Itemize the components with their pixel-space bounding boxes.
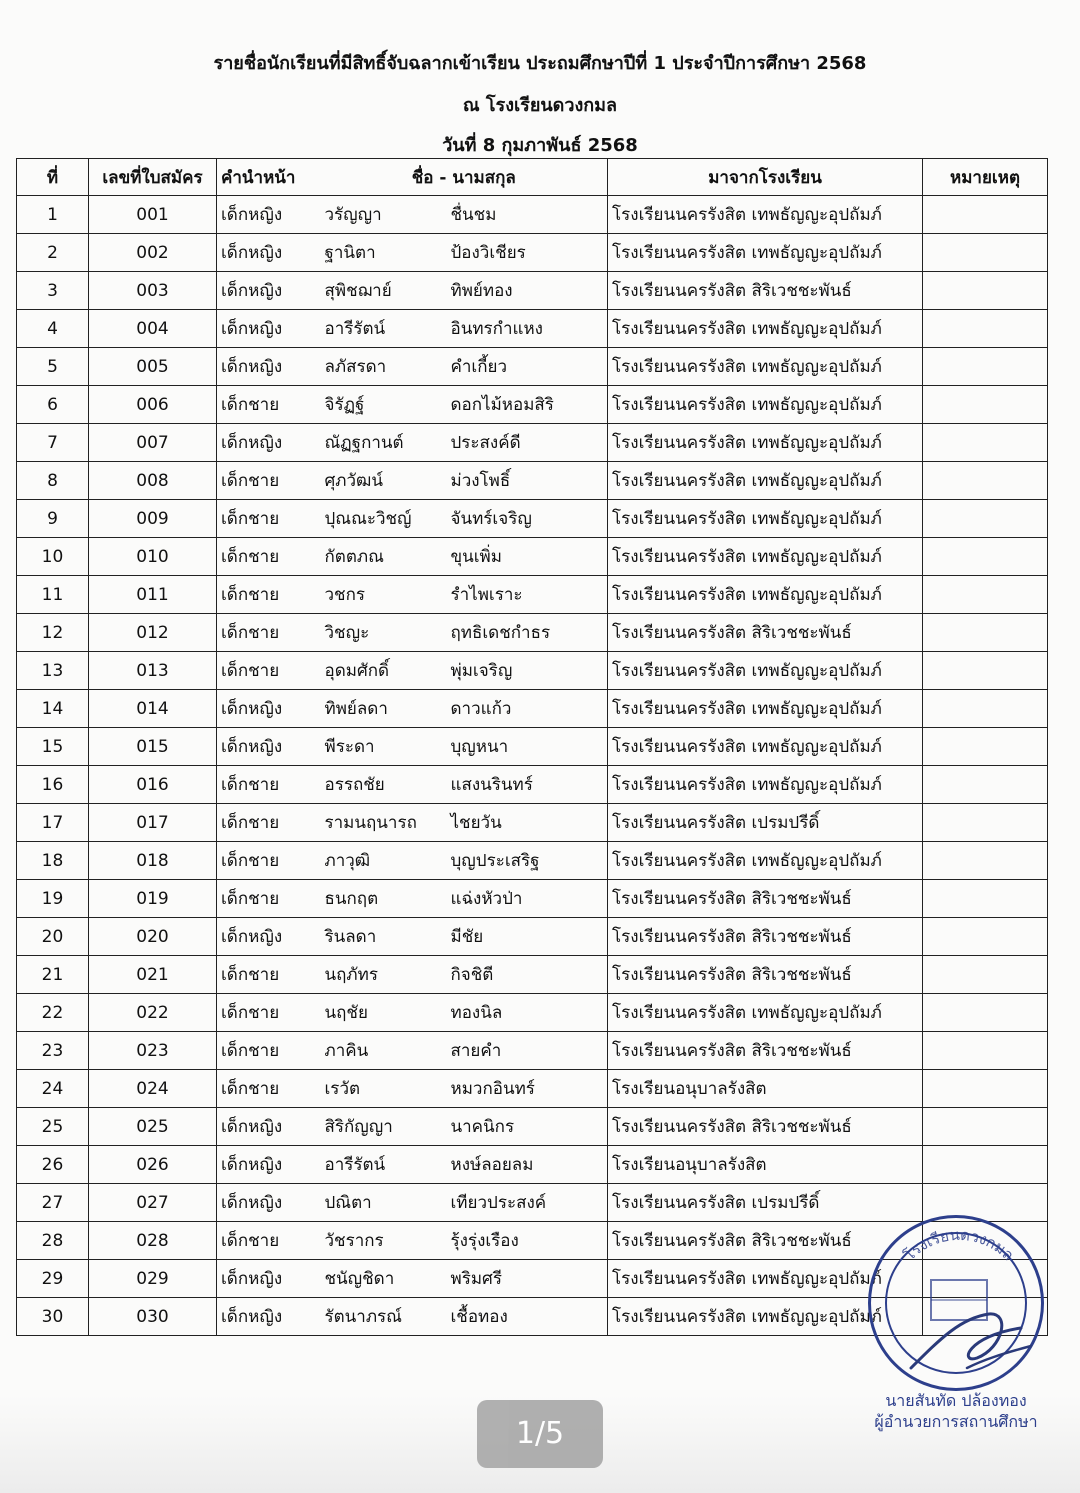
student-roster-table (16, 158, 1048, 1336)
cell-app-no: 004 (89, 310, 217, 348)
cell-last-name: ดาวแก้ว (447, 690, 608, 728)
cell-school: โรงเรียนนครรังสิต เปรมปรีดิ์ (608, 804, 923, 842)
cell-no: 12 (17, 614, 89, 652)
table-row (17, 576, 1048, 614)
table-row (17, 804, 1048, 842)
cell-school: โรงเรียนนครรังสิต เทพธัญญะอุปถัมภ์ (608, 196, 923, 234)
cell-note (923, 652, 1048, 690)
table-row (17, 652, 1048, 690)
cell-prefix: เด็กหญิง (217, 1298, 321, 1336)
table-row (17, 1222, 1048, 1260)
cell-school: โรงเรียนนครรังสิต สิริเวชชะพันธ์ (608, 1108, 923, 1146)
cell-first-name: จิรัฏฐ์ (321, 386, 447, 424)
table-row (17, 386, 1048, 424)
header-note: หมายเหตุ (923, 159, 1048, 196)
cell-first-name: ปุณณะวิชญ์ (321, 500, 447, 538)
cell-note (923, 538, 1048, 576)
cell-first-name: ธนกฤต (321, 880, 447, 918)
cell-last-name: คำเกี้ยว (447, 348, 608, 386)
cell-prefix: เด็กชาย (217, 538, 321, 576)
cell-first-name: นฤชัย (321, 994, 447, 1032)
cell-no: 6 (17, 386, 89, 424)
cell-school: โรงเรียนนครรังสิต สิริเวชชะพันธ์ (608, 614, 923, 652)
cell-prefix: เด็กหญิง (217, 728, 321, 766)
cell-last-name: นาคนิกร (447, 1108, 608, 1146)
cell-prefix: เด็กชาย (217, 804, 321, 842)
cell-no: 1 (17, 196, 89, 234)
cell-app-no: 009 (89, 500, 217, 538)
cell-prefix: เด็กหญิง (217, 1108, 321, 1146)
cell-last-name: รำไพเราะ (447, 576, 608, 614)
cell-prefix: เด็กหญิง (217, 1146, 321, 1184)
cell-prefix: เด็กหญิง (217, 1184, 321, 1222)
cell-note (923, 310, 1048, 348)
cell-first-name: พีระดา (321, 728, 447, 766)
cell-last-name: ประสงค์ดี (447, 424, 608, 462)
cell-prefix: เด็กชาย (217, 1070, 321, 1108)
stamp-arc-text: โรงเรียนดวงกมล (900, 1225, 1018, 1265)
cell-school: โรงเรียนนครรังสิต เทพธัญญะอุปถัมภ์ (608, 386, 923, 424)
header-school: มาจากโรงเรียน (608, 159, 923, 196)
cell-school: โรงเรียนนครรังสิต เทพธัญญะอุปถัมภ์ (608, 728, 923, 766)
cell-school: โรงเรียนนครรังสิต เทพธัญญะอุปถัมภ์ (608, 994, 923, 1032)
cell-app-no: 029 (89, 1260, 217, 1298)
cell-no: 29 (17, 1260, 89, 1298)
cell-first-name: เรวัต (321, 1070, 447, 1108)
cell-note (923, 994, 1048, 1032)
cell-school: โรงเรียนนครรังสิต เทพธัญญะอุปถัมภ์ (608, 652, 923, 690)
cell-note (923, 462, 1048, 500)
cell-no: 10 (17, 538, 89, 576)
cell-last-name: แฉ่งหัวป่า (447, 880, 608, 918)
table-row (17, 1108, 1048, 1146)
cell-no: 30 (17, 1298, 89, 1336)
document-school-line: ณ โรงเรียนดวงกมล (462, 95, 618, 116)
document-date-line: วันที่ 8 กุมภาพันธ์ 2568 (442, 135, 638, 156)
cell-app-no: 018 (89, 842, 217, 880)
cell-app-no: 010 (89, 538, 217, 576)
cell-prefix: เด็กชาย (217, 766, 321, 804)
document-title: รายชื่อนักเรียนที่มีสิทธิ์จับฉลากเข้าเรียน ประถมศึกษาปีที่ 1 ประจำปีการศึกษา 2568 (213, 53, 867, 74)
cell-app-no: 023 (89, 1032, 217, 1070)
header-app-no: เลขที่ใบสมัคร (89, 159, 217, 196)
cell-no: 20 (17, 918, 89, 956)
table-row (17, 424, 1048, 462)
cell-note (923, 1260, 1048, 1298)
cell-school: โรงเรียนนครรังสิต สิริเวชชะพันธ์ (608, 272, 923, 310)
cell-last-name: กิจชิตี (447, 956, 608, 994)
table-row (17, 272, 1048, 310)
table-row (17, 196, 1048, 234)
cell-first-name: ทิพย์ลดา (321, 690, 447, 728)
cell-school: โรงเรียนนครรังสิต เทพธัญญะอุปถัมภ์ (608, 234, 923, 272)
cell-no: 9 (17, 500, 89, 538)
cell-first-name: วรัญญา (321, 196, 447, 234)
cell-school: โรงเรียนนครรังสิต เทพธัญญะอุปถัมภ์ (608, 1298, 923, 1336)
cell-school: โรงเรียนนครรังสิต เทพธัญญะอุปถัมภ์ (608, 690, 923, 728)
cell-first-name: อรรถชัย (321, 766, 447, 804)
cell-no: 7 (17, 424, 89, 462)
cell-school: โรงเรียนนครรังสิต เทพธัญญะอุปถัมภ์ (608, 538, 923, 576)
cell-no: 16 (17, 766, 89, 804)
cell-no: 24 (17, 1070, 89, 1108)
table-row (17, 994, 1048, 1032)
cell-school: โรงเรียนนครรังสิต เทพธัญญะอุปถัมภ์ (608, 462, 923, 500)
cell-school: โรงเรียนนครรังสิต เทพธัญญะอุปถัมภ์ (608, 310, 923, 348)
cell-first-name: วิชญะ (321, 614, 447, 652)
cell-no: 19 (17, 880, 89, 918)
cell-app-no: 022 (89, 994, 217, 1032)
cell-first-name: รินลดา (321, 918, 447, 956)
cell-first-name: สุพิชฌาย์ (321, 272, 447, 310)
cell-app-no: 012 (89, 614, 217, 652)
cell-no: 5 (17, 348, 89, 386)
page-indicator[interactable]: 1/5 (477, 1400, 603, 1468)
cell-last-name: บุญประเสริฐ (447, 842, 608, 880)
cell-first-name: วชกร (321, 576, 447, 614)
cell-last-name: ชื่นชม (447, 196, 608, 234)
cell-school: โรงเรียนนครรังสิต เปรมปรีดิ์ (608, 1184, 923, 1222)
cell-first-name: รัตนาภรณ์ (321, 1298, 447, 1336)
cell-app-no: 025 (89, 1108, 217, 1146)
cell-note (923, 1070, 1048, 1108)
cell-first-name: นฤภัทร (321, 956, 447, 994)
cell-last-name: บุญหนา (447, 728, 608, 766)
cell-note (923, 576, 1048, 614)
cell-school: โรงเรียนนครรังสิต เทพธัญญะอุปถัมภ์ (608, 576, 923, 614)
cell-no: 13 (17, 652, 89, 690)
cell-note (923, 272, 1048, 310)
cell-app-no: 024 (89, 1070, 217, 1108)
cell-app-no: 003 (89, 272, 217, 310)
cell-school: โรงเรียนนครรังสิต เทพธัญญะอุปถัมภ์ (608, 424, 923, 462)
cell-prefix: เด็กชาย (217, 652, 321, 690)
cell-no: 8 (17, 462, 89, 500)
cell-no: 18 (17, 842, 89, 880)
cell-last-name: หงษ์ลอยลม (447, 1146, 608, 1184)
cell-app-no: 005 (89, 348, 217, 386)
cell-last-name: ม่วงโพธิ์ (447, 462, 608, 500)
cell-school: โรงเรียนนครรังสิต สิริเวชชะพันธ์ (608, 918, 923, 956)
cell-no: 15 (17, 728, 89, 766)
cell-first-name: ศุภวัฒน์ (321, 462, 447, 500)
cell-last-name: ทิพย์ทอง (447, 272, 608, 310)
table-row (17, 1260, 1048, 1298)
cell-last-name: พริมศรี (447, 1260, 608, 1298)
cell-note (923, 1184, 1048, 1222)
cell-prefix: เด็กชาย (217, 1032, 321, 1070)
cell-no: 14 (17, 690, 89, 728)
cell-prefix: เด็กชาย (217, 1222, 321, 1260)
cell-note (923, 386, 1048, 424)
cell-school: โรงเรียนนครรังสิต สิริเวชชะพันธ์ (608, 1222, 923, 1260)
cell-note (923, 196, 1048, 234)
cell-last-name: สายคำ (447, 1032, 608, 1070)
cell-note (923, 842, 1048, 880)
table-row (17, 310, 1048, 348)
signer-name: นายสันทัด ปล้องทอง (885, 1391, 1027, 1410)
cell-last-name: ไชยวัน (447, 804, 608, 842)
cell-last-name: เทียวประสงค์ (447, 1184, 608, 1222)
cell-first-name: รามนฤนารถ (321, 804, 447, 842)
cell-app-no: 015 (89, 728, 217, 766)
cell-last-name: อินทรกำแหง (447, 310, 608, 348)
table-row (17, 766, 1048, 804)
cell-first-name: ภาวุฒิ (321, 842, 447, 880)
cell-app-no: 016 (89, 766, 217, 804)
cell-prefix: เด็กหญิง (217, 234, 321, 272)
cell-prefix: เด็กชาย (217, 994, 321, 1032)
cell-app-no: 027 (89, 1184, 217, 1222)
cell-note (923, 804, 1048, 842)
cell-no: 17 (17, 804, 89, 842)
cell-note (923, 728, 1048, 766)
cell-app-no: 019 (89, 880, 217, 918)
table-row (17, 918, 1048, 956)
signer-position: ผู้อำนวยการสถานศึกษา (874, 1412, 1038, 1431)
cell-prefix: เด็กชาย (217, 956, 321, 994)
cell-app-no: 008 (89, 462, 217, 500)
cell-last-name: ขุนเพิ่ม (447, 538, 608, 576)
cell-app-no: 006 (89, 386, 217, 424)
table-row (17, 728, 1048, 766)
cell-prefix: เด็กหญิง (217, 310, 321, 348)
cell-first-name: วัชรากร (321, 1222, 447, 1260)
cell-last-name: ป้องวิเชียร (447, 234, 608, 272)
cell-no: 2 (17, 234, 89, 272)
cell-last-name: จันทร์เจริญ (447, 500, 608, 538)
signature-block (846, 1390, 1066, 1432)
cell-school: โรงเรียนนครรังสิต เทพธัญญะอุปถัมภ์ (608, 766, 923, 804)
cell-prefix: เด็กชาย (217, 614, 321, 652)
cell-first-name: ชนัญชิดา (321, 1260, 447, 1298)
cell-app-no: 001 (89, 196, 217, 234)
cell-no: 3 (17, 272, 89, 310)
cell-last-name: ฤทธิเดชกำธร (447, 614, 608, 652)
cell-last-name: ทองนิล (447, 994, 608, 1032)
cell-prefix: เด็กชาย (217, 576, 321, 614)
table-row (17, 1298, 1048, 1336)
cell-no: 22 (17, 994, 89, 1032)
cell-no: 27 (17, 1184, 89, 1222)
cell-app-no: 026 (89, 1146, 217, 1184)
cell-last-name: เชื้อทอง (447, 1298, 608, 1336)
cell-no: 21 (17, 956, 89, 994)
table-header-row (17, 159, 1048, 196)
table-row (17, 348, 1048, 386)
cell-prefix: เด็กชาย (217, 386, 321, 424)
table-row (17, 462, 1048, 500)
cell-school: โรงเรียนนครรังสิต สิริเวชชะพันธ์ (608, 880, 923, 918)
cell-note (923, 1146, 1048, 1184)
cell-app-no: 028 (89, 1222, 217, 1260)
cell-no: 11 (17, 576, 89, 614)
cell-app-no: 017 (89, 804, 217, 842)
cell-school: โรงเรียนนครรังสิต เทพธัญญะอุปถัมภ์ (608, 1260, 923, 1298)
cell-note (923, 500, 1048, 538)
cell-prefix: เด็กหญิง (217, 918, 321, 956)
header-prefix: คำนำหน้า (217, 159, 321, 196)
cell-note (923, 614, 1048, 652)
cell-app-no: 020 (89, 918, 217, 956)
cell-last-name: หมวกอินทร์ (447, 1070, 608, 1108)
cell-first-name: ปณิตา (321, 1184, 447, 1222)
cell-app-no: 007 (89, 424, 217, 462)
roster-body (17, 196, 1048, 1336)
table-row (17, 614, 1048, 652)
cell-prefix: เด็กชาย (217, 462, 321, 500)
cell-no: 28 (17, 1222, 89, 1260)
cell-last-name: แสงนรินทร์ (447, 766, 608, 804)
cell-first-name: อารีรัตน์ (321, 1146, 447, 1184)
table-row (17, 500, 1048, 538)
table-row (17, 842, 1048, 880)
cell-school: โรงเรียนอนุบาลรังสิต (608, 1070, 923, 1108)
cell-first-name: ลภัสรดา (321, 348, 447, 386)
cell-prefix: เด็กหญิง (217, 690, 321, 728)
cell-app-no: 021 (89, 956, 217, 994)
cell-note (923, 348, 1048, 386)
cell-prefix: เด็กหญิง (217, 424, 321, 462)
cell-note (923, 690, 1048, 728)
table-row (17, 1146, 1048, 1184)
cell-app-no: 011 (89, 576, 217, 614)
table-row (17, 234, 1048, 272)
cell-prefix: เด็กหญิง (217, 196, 321, 234)
cell-note (923, 234, 1048, 272)
cell-school: โรงเรียนนครรังสิต เทพธัญญะอุปถัมภ์ (608, 348, 923, 386)
table-row (17, 956, 1048, 994)
cell-note (923, 918, 1048, 956)
cell-first-name: อุดมศักดิ์ (321, 652, 447, 690)
cell-note (923, 1298, 1048, 1336)
cell-prefix: เด็กชาย (217, 500, 321, 538)
cell-app-no: 002 (89, 234, 217, 272)
header-name: ชื่อ - นามสกุล (321, 159, 608, 196)
cell-school: โรงเรียนอนุบาลรังสิต (608, 1146, 923, 1184)
cell-note (923, 956, 1048, 994)
cell-note (923, 1222, 1048, 1260)
cell-school: โรงเรียนนครรังสิต สิริเวชชะพันธ์ (608, 956, 923, 994)
cell-school: โรงเรียนนครรังสิต เทพธัญญะอุปถัมภ์ (608, 842, 923, 880)
cell-prefix: เด็กชาย (217, 880, 321, 918)
table-row (17, 880, 1048, 918)
cell-app-no: 013 (89, 652, 217, 690)
cell-no: 25 (17, 1108, 89, 1146)
table-row (17, 538, 1048, 576)
cell-no: 4 (17, 310, 89, 348)
cell-app-no: 030 (89, 1298, 217, 1336)
cell-last-name: พุ่มเจริญ (447, 652, 608, 690)
cell-no: 23 (17, 1032, 89, 1070)
cell-app-no: 014 (89, 690, 217, 728)
cell-last-name: รุ้งรุ่งเรือง (447, 1222, 608, 1260)
table-row (17, 1184, 1048, 1222)
cell-note (923, 424, 1048, 462)
cell-first-name: กัตตภณ (321, 538, 447, 576)
cell-last-name: ดอกไม้หอมสิริ (447, 386, 608, 424)
cell-prefix: เด็กชาย (217, 842, 321, 880)
cell-first-name: ณัฏฐกานต์ (321, 424, 447, 462)
cell-note (923, 1032, 1048, 1070)
cell-school: โรงเรียนนครรังสิต สิริเวชชะพันธ์ (608, 1032, 923, 1070)
cell-note (923, 880, 1048, 918)
table-row (17, 1032, 1048, 1070)
table-row (17, 1070, 1048, 1108)
cell-first-name: ภาคิน (321, 1032, 447, 1070)
header-no: ที่ (17, 159, 89, 196)
cell-first-name: ฐานิตา (321, 234, 447, 272)
cell-prefix: เด็กหญิง (217, 1260, 321, 1298)
cell-prefix: เด็กหญิง (217, 348, 321, 386)
cell-note (923, 766, 1048, 804)
cell-prefix: เด็กหญิง (217, 272, 321, 310)
cell-note (923, 1108, 1048, 1146)
table-row (17, 690, 1048, 728)
cell-school: โรงเรียนนครรังสิต เทพธัญญะอุปถัมภ์ (608, 500, 923, 538)
cell-no: 26 (17, 1146, 89, 1184)
cell-first-name: อารีรัตน์ (321, 310, 447, 348)
cell-last-name: มีชัย (447, 918, 608, 956)
cell-first-name: สิริกัญญา (321, 1108, 447, 1146)
